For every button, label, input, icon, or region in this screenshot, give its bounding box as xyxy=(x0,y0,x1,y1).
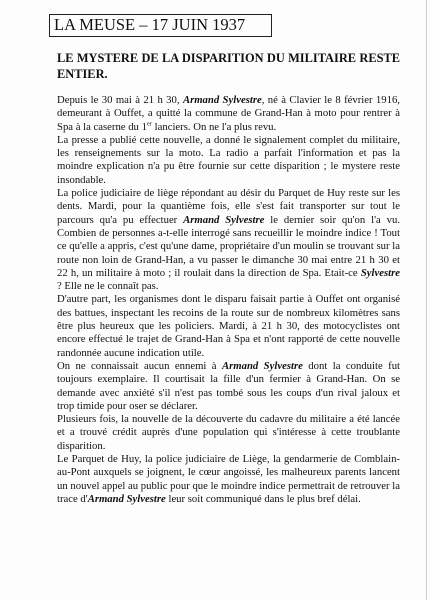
text-segment: le dernier soir qu'on l'a vu. Combien de personnes a-t-elle interrogé sans recueillir le moindre indice ! Tout ce qu'elle a appris, c'est qu'une dame, propriétaire d'un moulin se trouvant sur la route non loin de Grand-Han, a vu passer le dimanche 30 mai entre 21 h 30 et 22 h, un militaire à moto ; il roulait dans la direction de Spa. Etait-ce xyxy=(57,213,400,279)
text-segment: , né à Clavier le 8 février 1916, demeurant à Ouffet, a quitté la commune de Grand-Han à moto pour rentrer à Spa à la caserne du 1 xyxy=(57,94,400,133)
article-body xyxy=(57,94,400,506)
text-segment: Le Parquet de Huy, la police judiciaire de Liège, la gendarmerie de Comblain-au-Pont auxquels se joignent, le cœur angoissé, les malheureux parents lancent un nouvel appel au public pour que le moindre indice permettrait de retrouver la trace d' xyxy=(57,453,400,505)
person-name: Armand Sylvestre xyxy=(222,359,303,372)
text-segment: ? Elle ne le connaît pas. xyxy=(57,280,159,293)
scan-edge-line xyxy=(426,0,427,600)
text-segment: On ne connaissait aucun ennemi à xyxy=(57,359,222,372)
person-name: Sylvestre xyxy=(360,266,400,279)
person-name: Armand Sylvestre xyxy=(182,94,262,106)
paragraph-3 xyxy=(57,187,400,293)
person-name: Armand Sylvestre xyxy=(183,213,265,226)
text-segment: leur soit communiqué dans le plus bref délai. xyxy=(165,492,361,505)
person-name: Armand Sylvestre xyxy=(87,492,166,505)
text-segment: lanciers. On ne l'a plus revu. xyxy=(151,120,277,133)
article-title: LE MYSTERE DE LA DISPARITION DU MILITAIRE RESTE ENTIER. xyxy=(57,51,400,81)
ordinal-superscript: er xyxy=(146,120,152,128)
paragraph-6: Plusieurs fois, la nouvelle de la découverte du cadavre du militaire a été lancée et a trouvé crédit auprès d'une population qui s'intéresse à cette troublante disparition. xyxy=(57,413,400,452)
text-segment: Depuis le 30 mai à 21 h 30, xyxy=(57,94,183,106)
newspaper-header: LA MEUSE – 17 JUIN 1937 xyxy=(49,14,272,37)
paragraph-7 xyxy=(57,453,400,506)
text-segment: dont la conduite fut toujours exemplaire. Il courtisait la fille d'un fermier à Grand-Han. On se demande avec anxiété s'il n'est pas tombé sous les coups d'un rival jaloux et trop timide pour oser se déclarer. xyxy=(57,359,401,412)
paragraph-2: La presse a publié cette nouvelle, a donné le signalement complet du militaire, les renseignements sur la moto. La radio a parfait l'information et pas la moindre explication n'a pu être fournie sur cette disparition ; le mystere reste insondable. xyxy=(57,133,400,186)
text-segment: La police judiciaire de liège répondant au désir du Parquet de Huy reste sur les dents. Mardi, pour la quantième fois, elle s'est fait transporter sur tout le parcours qu'a pu effectuer xyxy=(57,187,400,226)
paragraph-1 xyxy=(57,94,400,134)
paragraph-5 xyxy=(57,360,400,413)
paragraph-4: D'autre part, les organismes dont le disparu faisait partie à Ouffet ont organisé des battues, inspectant les recoins de la route sur de nombreux kilomètres sans être plus heureux que les policiers. Mardi, à 21 h 30, des motocyclistes ont encore effectué le trajet de Grand-Han à Spa et n'ont rapporté de cette nouvelle randonnée aucune indication utile. xyxy=(57,293,400,359)
